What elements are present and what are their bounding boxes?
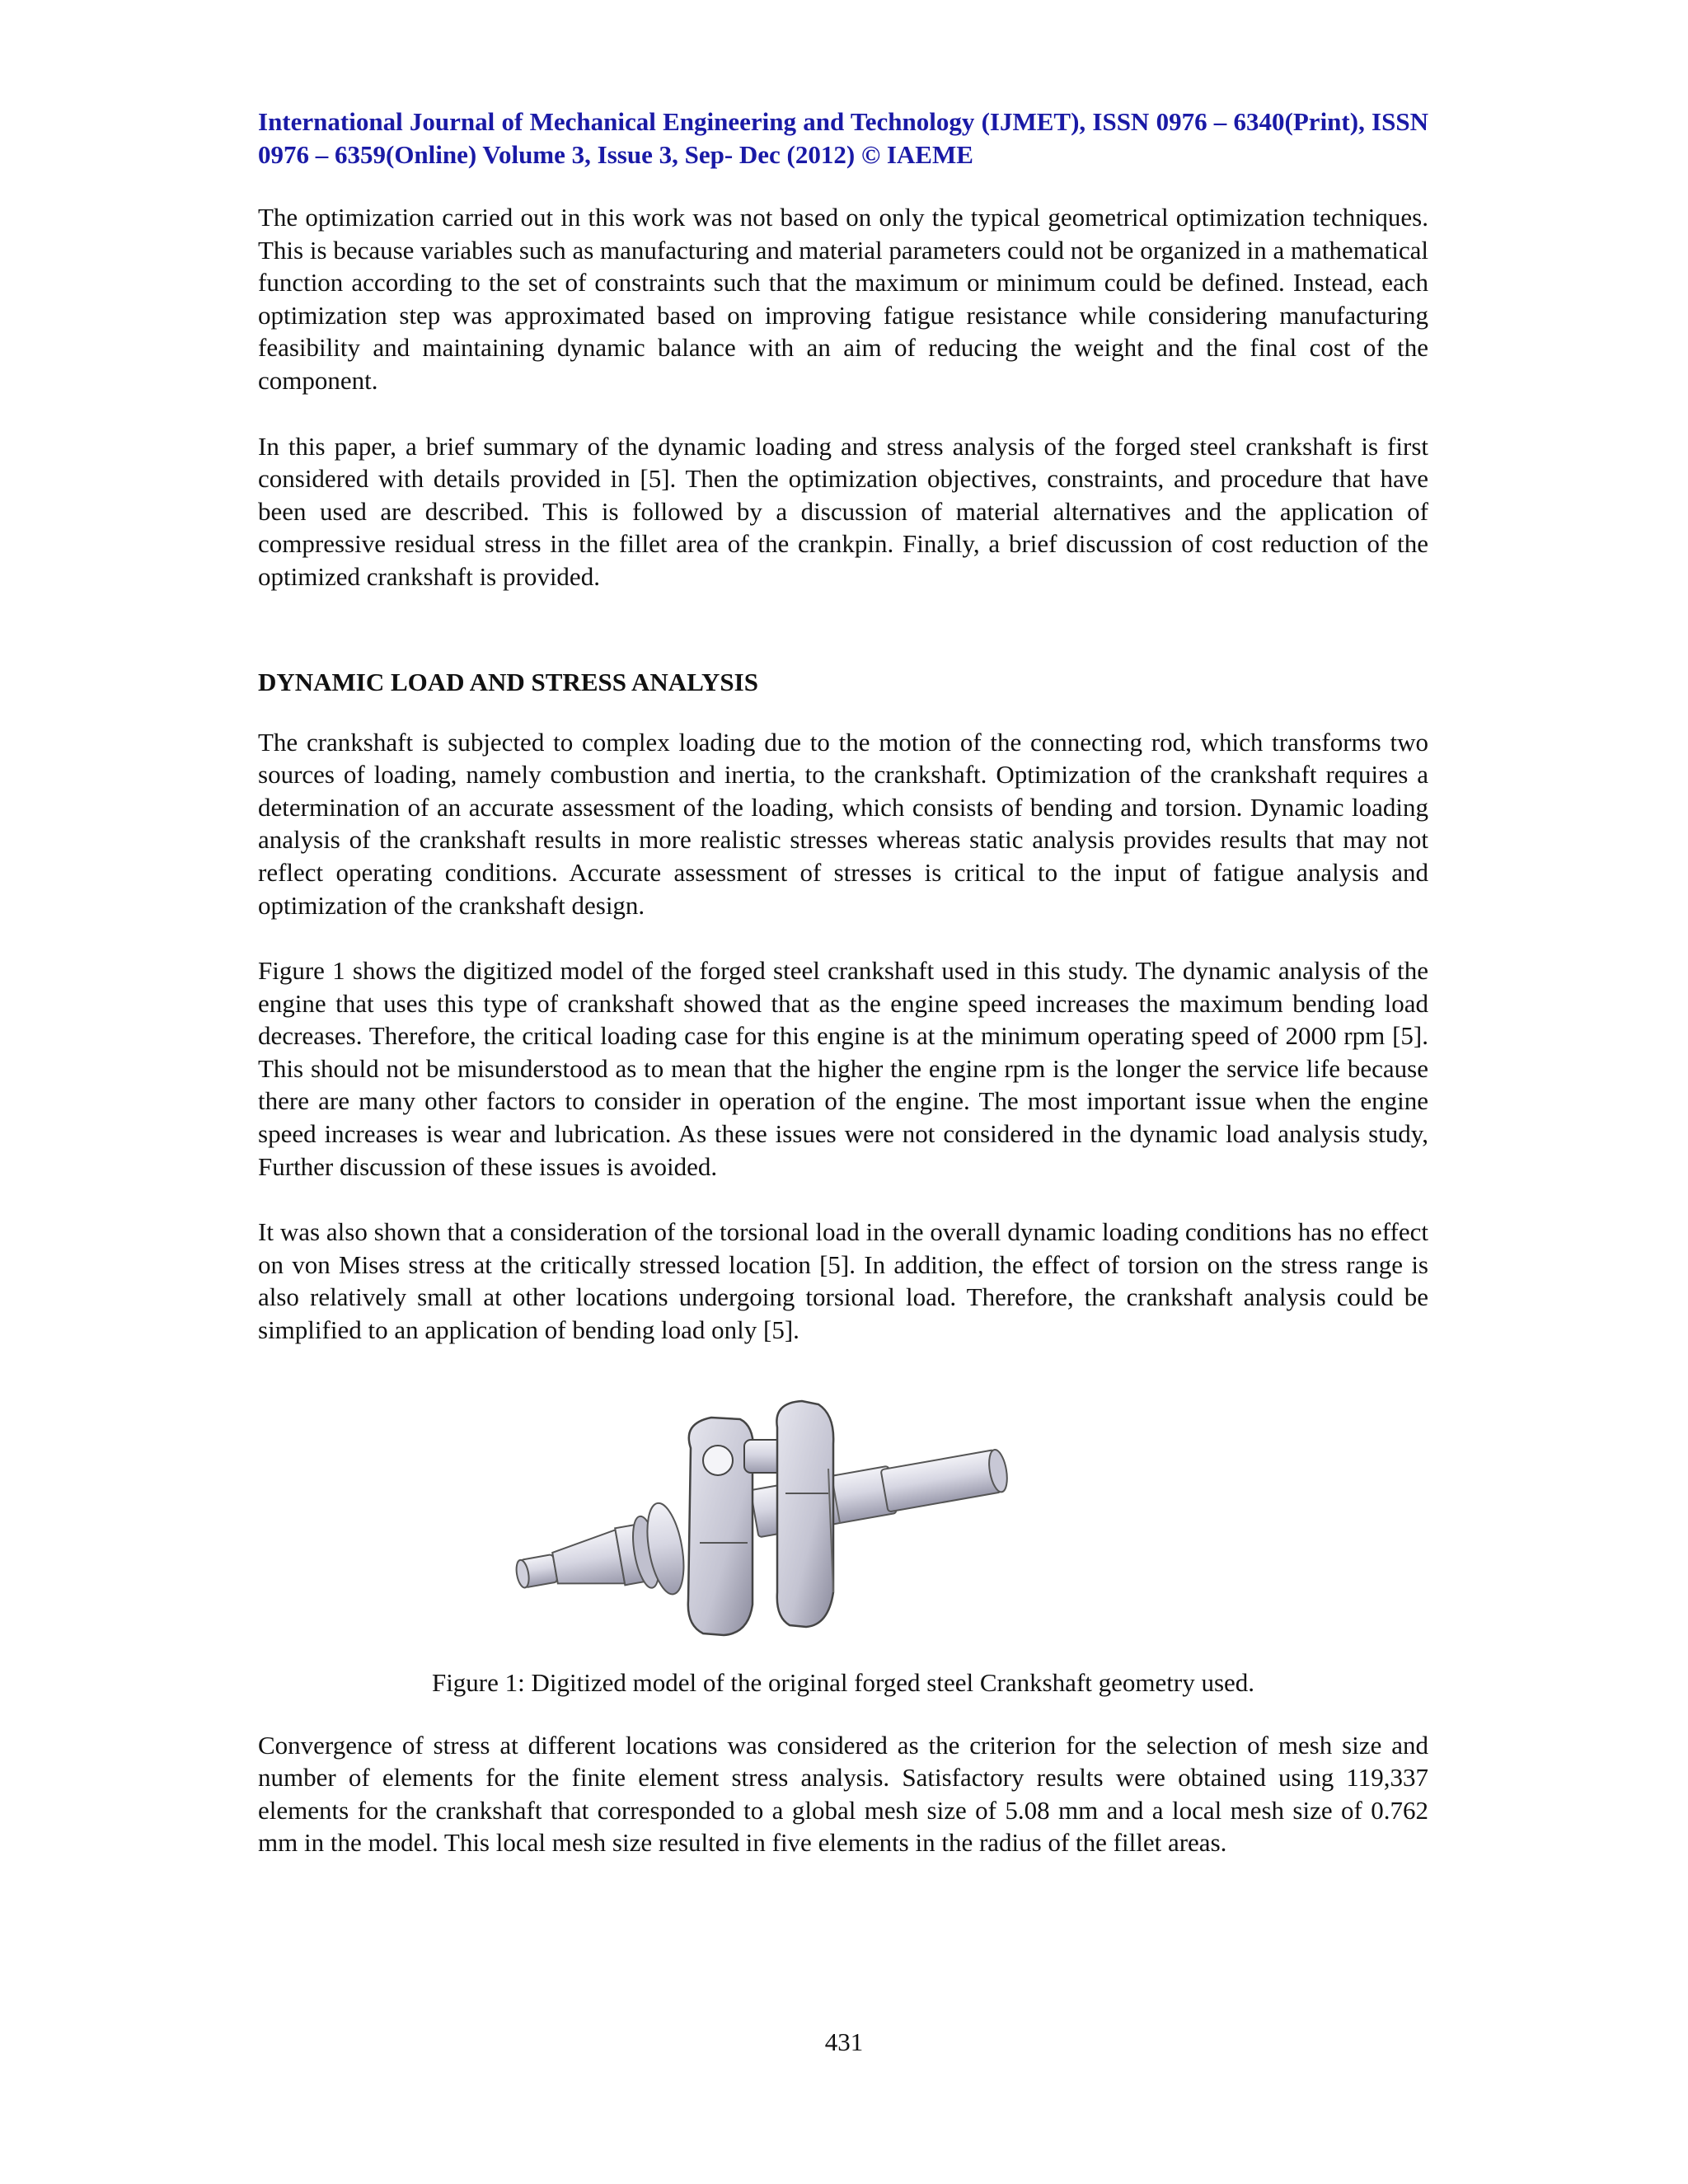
crankshaft-figure [258, 1394, 1428, 1658]
paragraph-summary: In this paper, a brief summary of the dynamic loading and stress analysis of the forged steel crankshaft is first considered with details provided in [5]. Then the optimization objectives, constraints, and procedure that have been used are described. This is followed by a discussion of material alternatives and the application of compressive residual stress in the fillet area of the crankpin. Finally, a brief discussion of cost reduction of the optimized crankshaft is provided. [258, 431, 1428, 591]
paragraph-mesh: Convergence of stress at different locations was considered as the criterion for the selection of mesh size and number of elements for the finite element stress analysis. Satisfactory results were obtained using 119,337 elements for the crankshaft that corresponded to a global mesh size of 5.08 mm and a local mesh size of 0.762 mm in the model. This local mesh size resulted in five elements in the radius of the fillet areas. [258, 1730, 1428, 1858]
left-shaft [509, 1500, 689, 1620]
figure-caption: Figure 1: Digitized model of the original forged steel Crankshaft geometry used. [431, 1667, 1255, 1697]
journal-header: International Journal of Mechanical Engineering and Technology (IJMET), ISSN 0976 – 6340(Print), ISSN 0976 – 6359(Online) Volume 3, Issue 3, Sep- Dec (2012) © IAEME [258, 107, 1428, 169]
paragraph-optimization: The optimization carried out in this work was not based on only the typical geometrical optimization techniques. This is because variables such as manufacturing and material parameters could not be organized in a mathematical function according to the set of constraints such that the maximum or minimum could be defined. Instead, each optimization step was approximated based on improving fatigue resistance while considering manufacturing feasibility and maintaining dynamic balance with an aim of reducing the weight and the final cost of the component. [258, 203, 1428, 395]
crankshaft-image [505, 1394, 1082, 1658]
page-content [258, 105, 1428, 1859]
paragraph-loading: The crankshaft is subjected to complex loading due to the motion of the connecting rod, which transforms two sources of loading, namely combustion and inertia, to the crankshaft. Optimization of the crankshaft requires a determination of an accurate assessment of the loading, which consists of bending and torsion. Dynamic loading analysis of the crankshaft results in more realistic stresses whereas static analysis provides results that may not reflect operating conditions. Accurate assessment of stresses is critical to the input of fatigue analysis and optimization of the crankshaft design. [258, 727, 1428, 920]
section-heading: DYNAMIC LOAD AND STRESS ANALYSIS [258, 667, 758, 696]
page-number: 431 [824, 2027, 864, 2056]
paragraph-figure-description: Figure 1 shows the digitized model of the forged steel crankshaft used in this study. The dynamic analysis of the engine that uses this type of crankshaft showed that as the engine speed increases the maximum bending load decreases. Therefore, the critical loading case for this engine is at the minimum operating speed of 2000 rpm [5]. This should not be misunderstood as to mean that the higher the engine rpm is the longer the service life because there are many other factors to consider in operation of the engine. The most important issue when the engine speed increases is wear and lubrication. As these issues were not considered in the dynamic load analysis study, Further discussion of these issues is avoided. [258, 956, 1428, 1181]
paragraph-torsional-load: It was also shown that a consideration of the torsional load in the overall dynamic loading conditions has no effect on von Mises stress at the critically stressed location [5]. In addition, the effect of torsion on the stress range is also relatively small at other locations undergoing torsional load. Therefore, the crankshaft analysis could be simplified to an application of bending load only [5]. [258, 1217, 1428, 1345]
